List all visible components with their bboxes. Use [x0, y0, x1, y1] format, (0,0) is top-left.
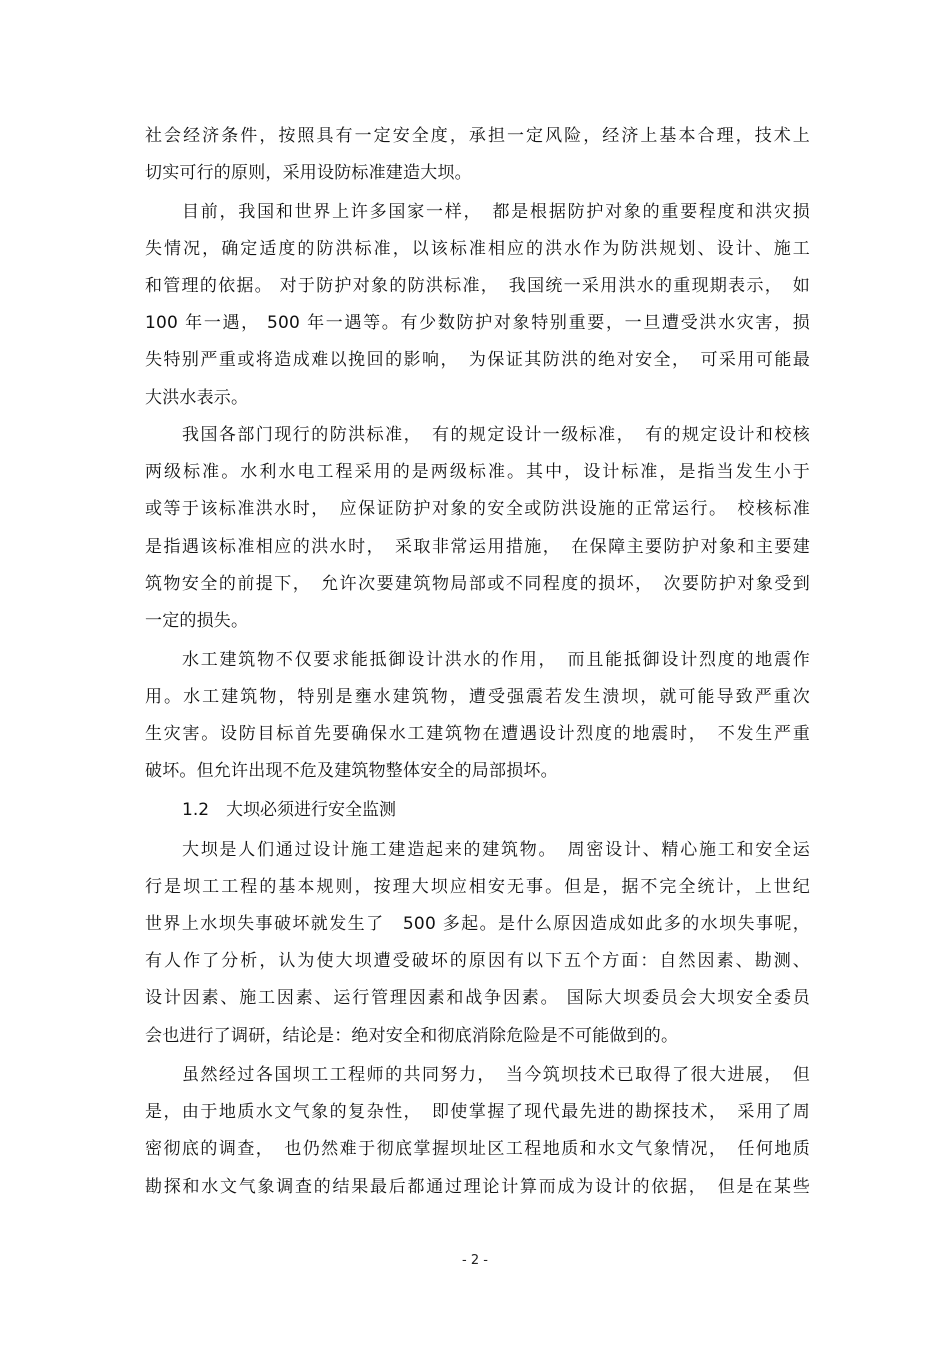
text-line: 失特别严重或将造成难以挽回的影响， 为保证其防洪的绝对安全， 可采用可能最: [145, 350, 810, 370]
section-heading: 1.2 大坝必须进行安全监测: [182, 800, 397, 820]
text-line: 生灾害。设防目标首先要确保水工建筑物在遭遇设计烈度的地震时， 不发生严重: [145, 724, 810, 744]
paragraph-first-line: 大坝是人们通过设计施工建造起来的建筑物。 周密设计、精心施工和安全运: [182, 840, 810, 860]
text-line: 切实可行的原则，采用设防标准建造大坝。: [145, 163, 472, 183]
paragraph-first-line: 目前，我国和世界上许多国家一样， 都是根据防护对象的重要程度和洪灾损: [182, 202, 810, 222]
text-line: 会也进行了调研，结论是：绝对安全和彻底消除危险是不可能做到的。: [145, 1026, 679, 1046]
paragraph-first-line: 虽然经过各国坝工工程师的共同努力， 当今筑坝技术已取得了很大进展， 但: [182, 1065, 810, 1085]
text-line: 一定的损失。: [145, 611, 249, 631]
text-line: 大洪水表示。: [145, 388, 249, 408]
text-line: 设计因素、施工因素、运行管理因素和战争因素。 国际大坝委员会大坝安全委员: [145, 988, 810, 1008]
text-line: 两级标准。水利水电工程采用的是两级标准。其中，设计标准，是指当发生小于: [145, 462, 810, 482]
text-line: 是，由于地质水文气象的复杂性， 即使掌握了现代最先进的勘探技术， 采用了周: [145, 1102, 810, 1122]
text-line: 世界上水坝失事破坏就发生了 500 多起。是什么原因造成如此多的水坝失事呢，: [145, 914, 810, 934]
text-line: 和管理的依据。 对于防护对象的防洪标准， 我国统一采用洪水的重现期表示， 如: [145, 276, 810, 296]
text-line: 筑物安全的前提下， 允许次要建筑物局部或不同程度的损坏， 次要防护对象受到: [145, 574, 810, 594]
text-line: 失情况，确定适度的防洪标准，以该标准相应的洪水作为防洪规划、设计、施工: [145, 239, 810, 259]
text-line: 社会经济条件，按照具有一定安全度，承担一定风险，经济上基本合理，技术上: [145, 126, 810, 146]
text-line: 用。水工建筑物，特别是壅水建筑物，遭受强震若发生溃坝，就可能导致严重次: [145, 687, 810, 707]
text-line: 勘探和水文气象调查的结果最后都通过理论计算而成为设计的依据， 但是在某些: [145, 1177, 810, 1197]
text-line: 行是坝工工程的基本规则，按理大坝应相安无事。但是，据不完全统计，上世纪: [145, 877, 810, 897]
text-line: 是指遇该标准相应的洪水时， 采取非常运用措施， 在保障主要防护对象和主要建: [145, 537, 810, 557]
page-number: - 2 -: [462, 1253, 488, 1268]
paragraph-first-line: 我国各部门现行的防洪标准， 有的规定设计一级标准， 有的规定设计和校核: [182, 425, 810, 445]
text-line: 有人作了分析，认为使大坝遭受破坏的原因有以下五个方面：自然因素、勘测、: [145, 951, 810, 971]
text-line: 密彻底的调查， 也仍然难于彻底掌握坝址区工程地质和水文气象情况， 任何地质: [145, 1139, 810, 1159]
paragraph-first-line: 水工建筑物不仅要求能抵御设计洪水的作用， 而且能抵御设计烈度的地震作: [182, 650, 810, 670]
text-line: 或等于该标准洪水时， 应保证防护对象的安全或防洪设施的正常运行。 校核标准: [145, 499, 810, 519]
text-line: 破坏。但允许出现不危及建筑物整体安全的局部损坏。: [145, 761, 558, 781]
text-line: 100 年一遇， 500 年一遇等。有少数防护对象特别重要，一旦遭受洪水灾害，损: [145, 313, 810, 333]
